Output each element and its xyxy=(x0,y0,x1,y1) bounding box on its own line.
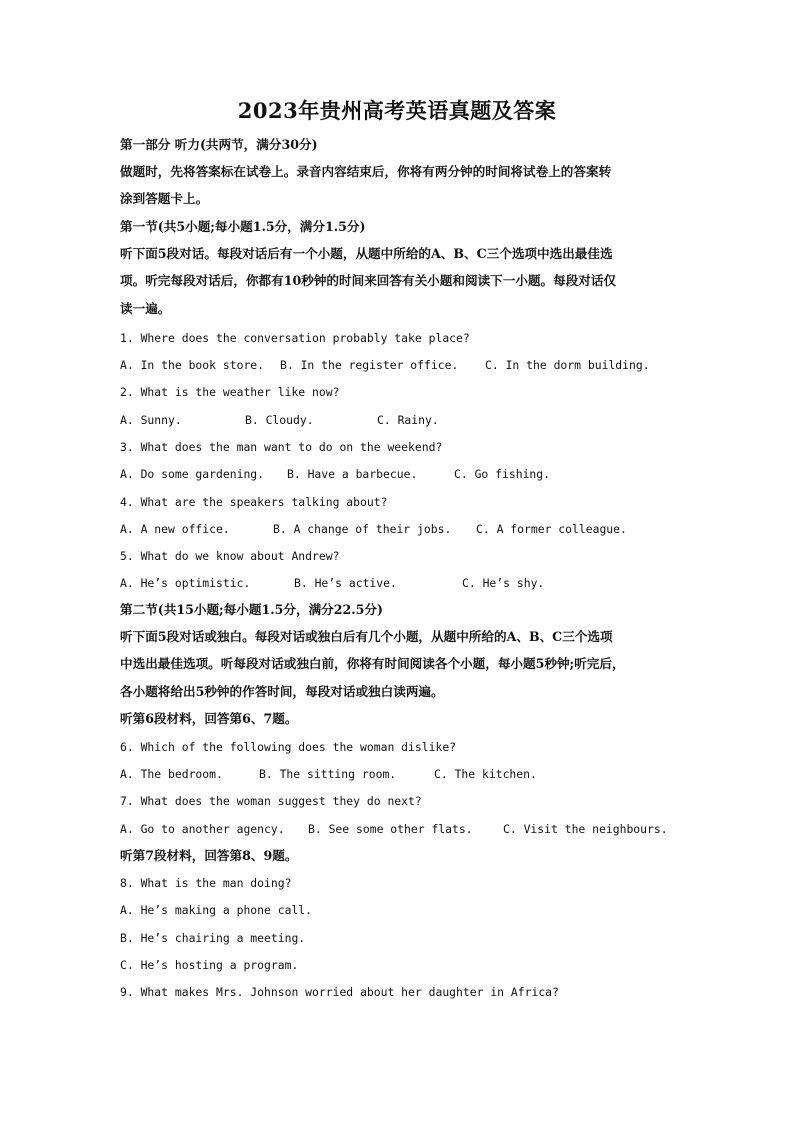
instruction-text: 听下面5段对话。每段对话后有一个小题，从题中所给的A、B、C三个选项中选出最佳选 xyxy=(120,246,613,261)
option-c: C. He’s hosting a program. xyxy=(120,958,299,972)
option-a: A. He’s optimistic. xyxy=(120,576,251,590)
section-heading: 第一部分 听力(共两节，满分30分) xyxy=(120,137,318,152)
option-b: B. He’s active. xyxy=(294,576,397,590)
material-heading: 听第7段材料，回答第8、9题。 xyxy=(120,848,298,863)
option-a: A. Do some gardening. xyxy=(120,467,265,481)
options-row xyxy=(120,412,439,428)
option-c: C. Rainy. xyxy=(377,413,439,427)
question-1: 1. Where does the conversation probably take place? xyxy=(120,331,470,345)
option-a: A. Sunny. xyxy=(120,413,182,427)
instruction-text: 做题时，先将答案标在试卷上。录音内容结束后，你将有两分钟的时间将试卷上的答案转 xyxy=(120,164,612,179)
page-title: 2023年贵州高考英语真题及答案 xyxy=(237,98,557,123)
option-b: B. See some other flats. xyxy=(308,822,473,836)
question-8: 8. What is the man doing? xyxy=(120,876,292,890)
option-a: A. In the book store. xyxy=(120,358,265,372)
options-row xyxy=(120,521,627,537)
instruction-text: 项。听完每段对话后，你都有10秒钟的时间来回答有关小题和阅读下一小题。每段对话仅 xyxy=(120,273,617,288)
material-heading: 听第6段材料，回答第6、7题。 xyxy=(120,711,298,726)
option-b: B. In the register office. xyxy=(280,358,459,372)
question-6: 6. Which of the following does the woman dislike? xyxy=(120,740,457,754)
instruction-text: 听下面5段对话或独白。每段对话或独白后有几个小题，从题中所给的A、B、C三个选项 xyxy=(120,629,613,644)
option-c: C. Visit the neighbours. xyxy=(503,822,668,836)
option-b: B. The sitting room. xyxy=(259,767,397,781)
option-c: C. He’s shy. xyxy=(462,576,545,590)
instruction-text: 中选出最佳选项。听每段对话或独白前，你将有时间阅读各个小题，每小题5秒钟;听完后， xyxy=(120,656,625,671)
option-a: A. A new office. xyxy=(120,522,230,536)
question-3: 3. What does the man want to do on the weekend? xyxy=(120,440,443,454)
question-2: 2. What is the weather like now? xyxy=(120,385,340,399)
option-b: B. Have a barbecue. xyxy=(287,467,418,481)
instruction-text: 各小题将给出5秒钟的作答时间，每段对话或独白读两遍。 xyxy=(120,684,444,699)
subsection-heading: 第二节(共15小题;每小题1.5分，满分22.5分) xyxy=(120,602,383,617)
option-a: A. He’s making a phone call. xyxy=(120,903,313,917)
options-row xyxy=(120,357,650,373)
option-c: C. In the dorm building. xyxy=(485,358,650,372)
question-4: 4. What are the speakers talking about? xyxy=(120,495,388,509)
subsection-heading: 第一节(共5小题;每小题1.5分，满分1.5分) xyxy=(120,219,366,234)
option-c: C. The kitchen. xyxy=(434,767,537,781)
option-a: A. Go to another agency. xyxy=(120,822,285,836)
instruction-text: 读一遍。 xyxy=(120,301,171,316)
question-7: 7. What does the woman suggest they do next? xyxy=(120,794,422,808)
option-b: B. A change of their jobs. xyxy=(273,522,452,536)
option-c: C. Go fishing. xyxy=(454,467,551,481)
option-b: B. He’s chairing a meeting. xyxy=(120,931,306,945)
options-row xyxy=(120,466,550,482)
option-c: C. A former colleague. xyxy=(476,522,627,536)
options-row xyxy=(120,766,537,782)
instruction-text: 涂到答题卡上。 xyxy=(120,191,209,206)
option-b: B. Cloudy. xyxy=(245,413,314,427)
question-9: 9. What makes Mrs. Johnson worried about her daughter in Africa? xyxy=(120,985,559,999)
options-row xyxy=(120,575,544,591)
option-a: A. The bedroom. xyxy=(120,767,223,781)
question-5: 5. What do we know about Andrew? xyxy=(120,549,340,563)
options-row xyxy=(120,821,668,837)
